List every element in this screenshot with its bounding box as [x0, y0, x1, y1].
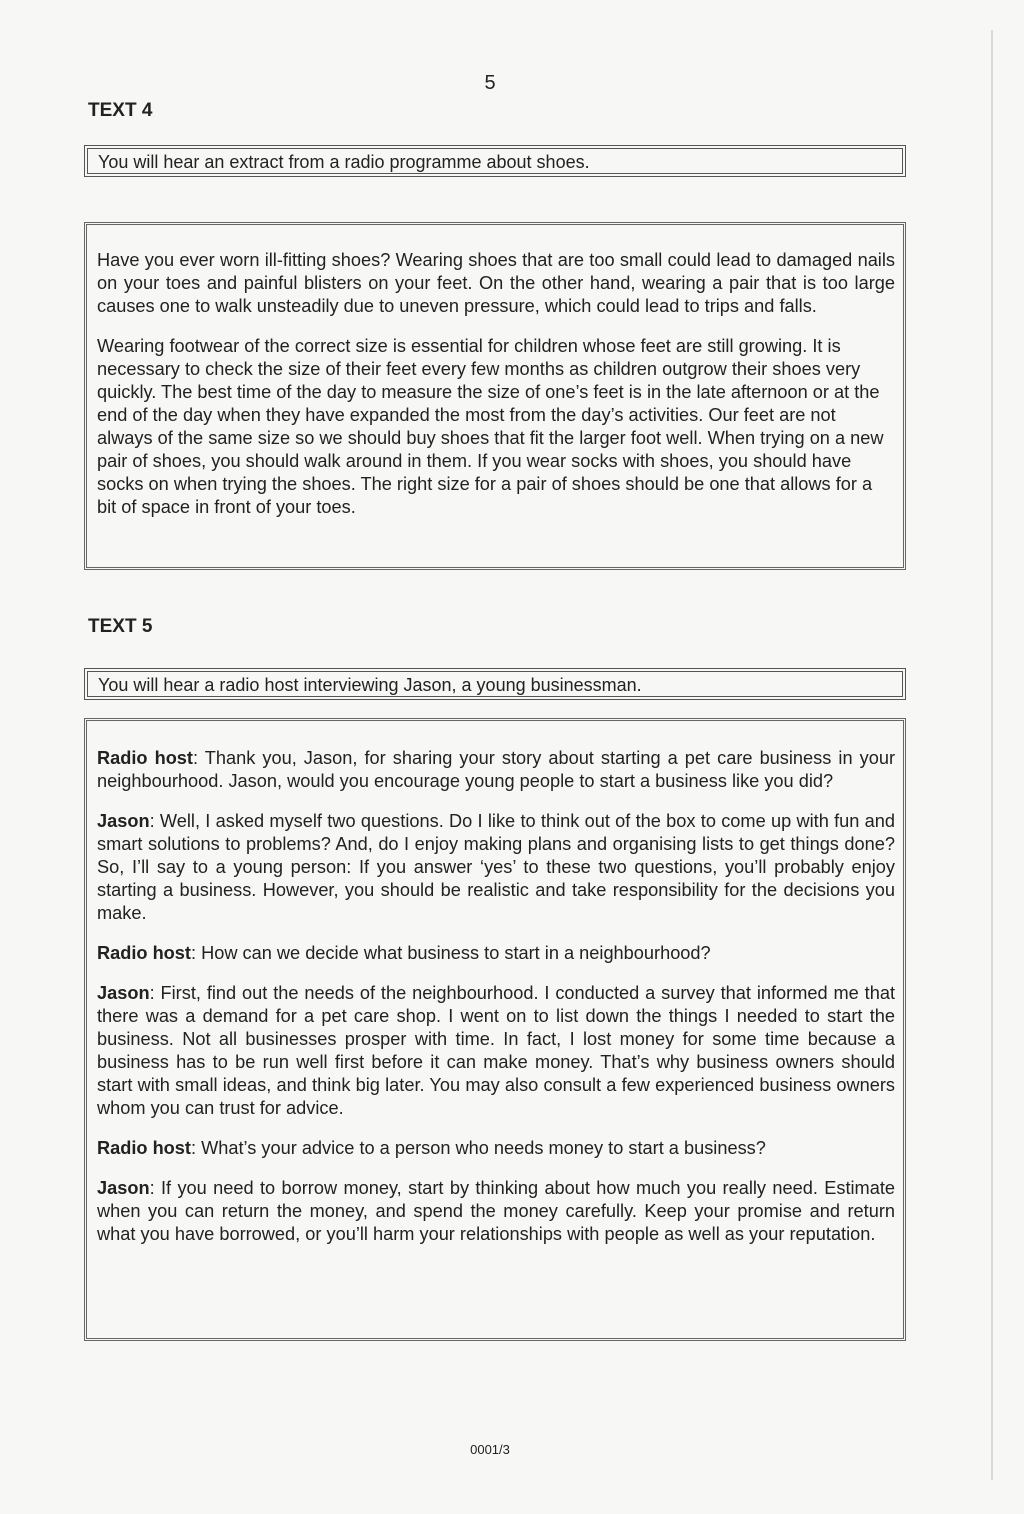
- dialogue-turn-6: Jason: If you need to borrow money, start by thinking about how much you really need. Estimate when you can return the money, and spend the money carefully. Keep your promise and return what you have borrowed, or you’ll harm your relationships with people as well as your reputation.: [97, 1178, 895, 1244]
- text5-heading: TEXT 5: [88, 616, 153, 637]
- text5-instruction-box: [84, 668, 906, 700]
- speaker-label: Jason: [97, 983, 150, 1003]
- scan-margin-line: [991, 30, 993, 1480]
- dialogue-text: If you need to borrow money, start by thinking about how much you really need. Estimate when you can return the money, and spend the money carefully. Keep your promise and return what you have borrowed, or you’ll harm your relationships with people as well as your reputation.: [97, 1178, 895, 1244]
- dialogue-text: Well, I asked myself two questions. Do I like to think out of the box to come up with fun and smart solutions to problems? And, do I enjoy making plans and organising lists to get things done? So, I’ll say to a young person: If you answer ‘yes’ to these two questions, you’ll probably enjoy starting a business. However, you should be realistic and take responsibility for the decisions you make.: [97, 811, 896, 923]
- text4-instruction-box: [84, 145, 906, 177]
- footer-code: 0001/3: [470, 1442, 510, 1457]
- speaker-label: Radio host: [97, 943, 191, 963]
- dialogue-turn-1: Radio host: Thank you, Jason, for sharing your story about starting a pet care business in your neighbourhood. Jason, would you encourage young people to start a business like you did?: [97, 748, 895, 791]
- speaker-label: Radio host: [97, 1138, 191, 1158]
- speaker-label: Radio host: [97, 748, 193, 768]
- dialogue-turn-2: Jason: Well, I asked myself two questions. Do I like to think out of the box to come up with fun and smart solutions to problems? And, do I enjoy making plans and organising lists to get things done? So, I’ll say to a young person: If you answer ‘yes’ to these two questions, you’ll probably enjoy starting a business. However, you should be realistic and take responsibility for the decisions you make.: [97, 811, 896, 923]
- page-number: 5: [484, 72, 496, 94]
- dialogue-text: Thank you, Jason, for sharing your story about starting a pet care business in your neighbourhood. Jason, would you encourage young people to start a business like you did?: [97, 748, 895, 791]
- text5-instruction: You will hear a radio host interviewing Jason, a young businessman.: [98, 675, 642, 695]
- dialogue-turn-4: Jason: First, find out the needs of the neighbourhood. I conducted a survey that informed me that there was a demand for a pet care shop. I went on to list down the things I needed to start the business. Not all businesses prosper with time. In fact, I lost money for some time because a business has to be run well first before it can make money. That’s why business owners should start with small ideas, and think big later. You may also consult a few experienced business owners whom you can trust for advice.: [97, 983, 895, 1118]
- text4-paragraph-1: Have you ever worn ill-fitting shoes? Wearing shoes that are too small could lead to damaged nails on your toes and painful blisters on your feet. On the other hand, wearing a pair that is too large causes one to walk unsteadily due to uneven pressure, which could lead to trips and falls.: [97, 250, 895, 316]
- text4-instruction: You will hear an extract from a radio programme about shoes.: [98, 152, 590, 172]
- speaker-label: Jason: [97, 1178, 150, 1198]
- dialogue-turn-5: Radio host: What’s your advice to a person who needs money to start a business?: [97, 1138, 766, 1158]
- text4-heading: TEXT 4: [88, 100, 153, 121]
- text5-transcript-box: [84, 718, 906, 1341]
- dialogue-text: What’s your advice to a person who needs money to start a business?: [201, 1138, 766, 1158]
- speaker-label: Jason: [97, 811, 150, 831]
- text4-paragraph-2: Wearing footwear of the correct size is essential for children whose feet are still growing. It is necessary to check the size of their feet every few months as children outgrow their shoes very quickly. The best time of the day to measure the size of one’s feet is in the late afternoon or at the end of the day when they have expanded the most from the day’s activities. Our feet are not always of the same size so we should buy shoes that fit the larger foot well. When trying on a new pair of shoes, you should walk around in them. If you wear socks with shoes, you should have socks on when trying the shoes. The right size for a pair of shoes should be one that allows for a bit of space in front of your toes.: [97, 336, 884, 517]
- dialogue-text: First, find out the needs of the neighbourhood. I conducted a survey that informed me that there was a demand for a pet care shop. I went on to list down the things I needed to start the business. Not all businesses prosper with time. In fact, I lost money for some time because a business has to be run well first before it can make money. That’s why business owners should start with small ideas, and think big later. You may also consult a few experienced business owners whom you can trust for advice.: [97, 983, 895, 1118]
- dialogue-turn-3: Radio host: How can we decide what business to start in a neighbourhood?: [97, 943, 711, 963]
- dialogue-text: How can we decide what business to start in a neighbourhood?: [201, 943, 711, 963]
- text4-transcript-box: [84, 222, 906, 570]
